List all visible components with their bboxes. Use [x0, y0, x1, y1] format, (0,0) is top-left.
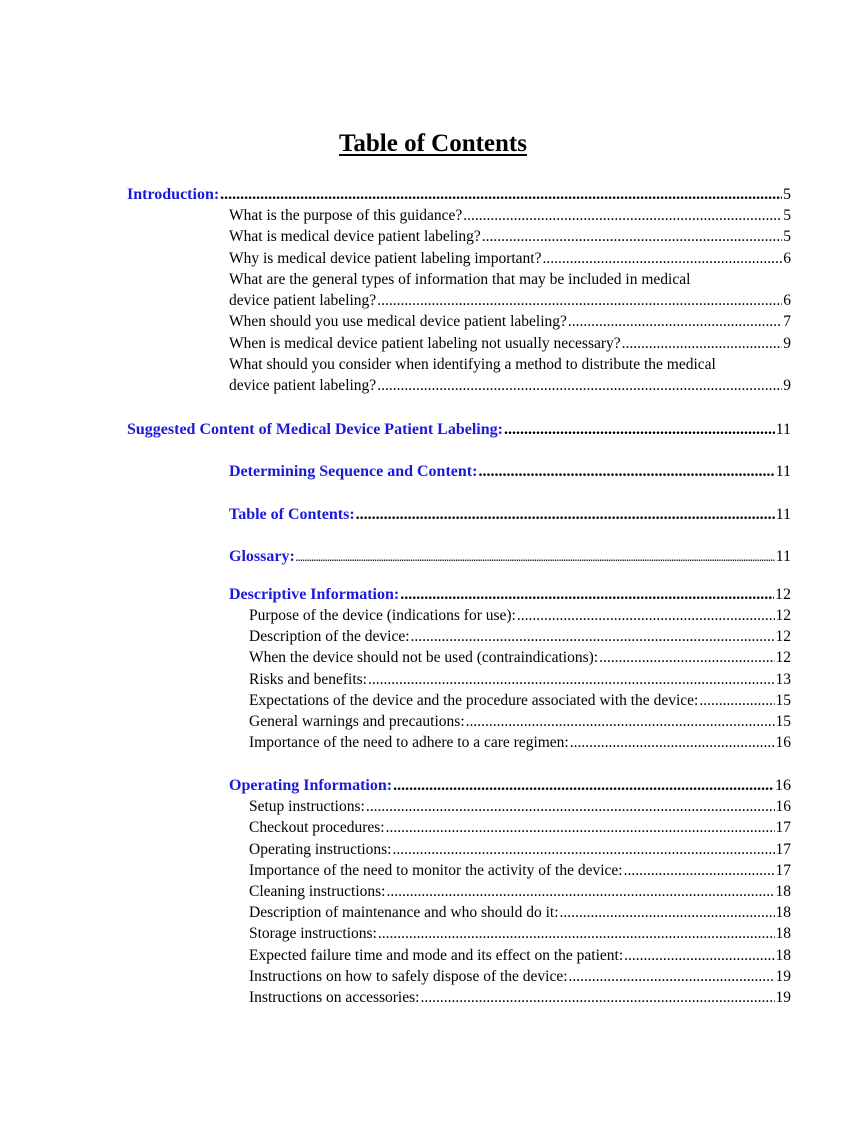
toc-page-number: 16 — [775, 798, 791, 815]
toc-entry[interactable] — [229, 311, 791, 333]
toc-label: When should you use medical device patient labeling? — [229, 313, 567, 330]
dot-leader — [377, 290, 782, 312]
toc-page-number: 13 — [775, 671, 791, 688]
toc-label: Description of maintenance and who should do it: — [249, 904, 559, 921]
toc-page-number: 12 — [775, 607, 791, 624]
toc-page-number: 11 — [775, 506, 791, 523]
toc-entry[interactable] — [249, 923, 791, 945]
toc-label: Table of Contents: — [229, 506, 355, 523]
toc-label: Suggested Content of Medical Device Patient Labeling: — [127, 421, 503, 438]
toc-entry-descriptive-information[interactable] — [229, 584, 791, 606]
dot-leader — [517, 605, 775, 627]
toc-entry[interactable] — [249, 945, 791, 967]
toc-label: Setup instructions: — [249, 798, 365, 815]
dot-leader — [699, 690, 774, 712]
toc-entry-glossary[interactable] — [229, 546, 791, 568]
toc-page-number: 15 — [775, 692, 791, 709]
toc-label: Storage instructions: — [249, 925, 377, 942]
dot-leader — [411, 626, 775, 648]
toc-entry[interactable] — [229, 205, 791, 227]
dot-leader — [624, 860, 775, 882]
toc-entry[interactable] — [249, 647, 791, 669]
toc-page-number: 18 — [775, 904, 791, 921]
toc-entry-operating-information[interactable] — [229, 775, 791, 797]
dot-leader — [393, 775, 774, 797]
toc-page-number: 18 — [775, 947, 791, 964]
toc-entry[interactable] — [249, 966, 791, 988]
dot-leader — [400, 584, 774, 606]
dot-leader — [420, 987, 774, 1009]
toc-entry[interactable] — [249, 690, 791, 712]
dot-leader — [378, 923, 775, 945]
toc-entry[interactable] — [229, 375, 791, 397]
toc-label: Importance of the need to monitor the activity of the device: — [249, 862, 623, 879]
toc-label: General warnings and precautions: — [249, 713, 465, 730]
toc-entry[interactable] — [229, 333, 791, 355]
toc-label: Introduction: — [127, 186, 220, 203]
toc-page-number: 12 — [775, 628, 791, 645]
toc-label: Determining Sequence and Content: — [229, 463, 478, 480]
toc-label: Operating Information: — [229, 777, 393, 794]
toc-page-number: 9 — [783, 377, 791, 394]
toc-page-number: 17 — [775, 819, 791, 836]
toc-page-number: 5 — [783, 207, 791, 224]
toc-label: Glossary: — [229, 548, 295, 565]
dot-leader — [368, 669, 775, 691]
toc-page-number: 5 — [783, 186, 791, 203]
toc-entry-line1: What should you consider when identifying a method to distribute the medical — [229, 356, 716, 373]
dot-leader — [386, 817, 775, 839]
toc-page-number: 11 — [775, 463, 791, 480]
toc-page-number: 17 — [775, 862, 791, 879]
toc-page-number: 19 — [775, 968, 791, 985]
toc-entry[interactable] — [249, 987, 791, 1009]
dot-leader — [296, 547, 775, 569]
toc-label: Operating instructions: — [249, 841, 392, 858]
dot-leader — [570, 732, 775, 754]
toc-page-number: 6 — [783, 292, 791, 309]
toc-entry[interactable] — [249, 711, 791, 733]
toc-entry[interactable] — [249, 796, 791, 818]
toc-entry[interactable] — [249, 605, 791, 627]
toc-label: Why is medical device patient labeling important? — [229, 250, 542, 267]
dot-leader — [393, 839, 775, 861]
toc-label: Instructions on accessories: — [249, 989, 420, 1006]
dot-leader — [366, 796, 775, 818]
dot-leader — [463, 205, 782, 227]
dot-leader — [504, 419, 775, 441]
toc-label: Cleaning instructions: — [249, 883, 386, 900]
toc-entry[interactable] — [249, 669, 791, 691]
toc-entry[interactable] — [249, 860, 791, 882]
dot-leader — [622, 333, 783, 355]
toc-page-number: 11 — [775, 421, 791, 438]
dot-leader — [482, 226, 782, 248]
toc-page-number: 6 — [783, 250, 791, 267]
toc-page-number: 5 — [783, 228, 791, 245]
toc-entry[interactable] — [249, 817, 791, 839]
dot-leader — [377, 375, 782, 397]
toc-entry[interactable] — [249, 881, 791, 903]
toc-page-number: 17 — [775, 841, 791, 858]
toc-label: Risks and benefits: — [249, 671, 367, 688]
toc-label: When is medical device patient labeling not usually necessary? — [229, 335, 621, 352]
toc-page-number: 11 — [775, 548, 791, 565]
toc-entry[interactable] — [229, 290, 791, 312]
toc-entry-introduction[interactable] — [127, 184, 791, 206]
toc-page-number: 16 — [775, 734, 791, 751]
toc-page-number: 18 — [775, 883, 791, 900]
dot-leader — [542, 248, 782, 270]
toc-entry-table-of-contents[interactable] — [229, 504, 791, 526]
toc-label: Expectations of the device and the procedure associated with the device: — [249, 692, 699, 709]
toc-entry[interactable] — [249, 626, 791, 648]
toc-label: What is medical device patient labeling? — [229, 228, 481, 245]
toc-page-number: 16 — [775, 777, 791, 794]
toc-entry[interactable] — [249, 839, 791, 861]
dot-leader — [624, 945, 774, 967]
toc-label: device patient labeling? — [229, 292, 377, 309]
toc-label: Expected failure time and mode and its effect on the patient: — [249, 947, 624, 964]
toc-page-number: 15 — [775, 713, 791, 730]
page-title-text: Table of Contents — [339, 130, 527, 157]
dot-leader — [220, 184, 782, 206]
toc-entry[interactable] — [229, 226, 791, 248]
toc-label: Checkout procedures: — [249, 819, 385, 836]
toc-label: When the device should not be used (contraindications): — [249, 649, 599, 666]
toc-entry[interactable] — [249, 732, 791, 754]
toc-page-number: 19 — [775, 989, 791, 1006]
toc-entry[interactable] — [229, 248, 791, 270]
dot-leader — [466, 711, 775, 733]
dot-leader — [569, 966, 775, 988]
dot-leader — [568, 311, 782, 333]
toc-label: Instructions on how to safely dispose of the device: — [249, 968, 568, 985]
dot-leader — [599, 647, 774, 669]
toc-entry-suggested-content[interactable] — [127, 419, 791, 441]
toc-page-number: 12 — [775, 586, 791, 603]
toc-page-number: 9 — [783, 335, 791, 352]
toc-page-number: 12 — [775, 649, 791, 666]
toc-entry[interactable] — [249, 902, 791, 924]
page-title — [0, 129, 866, 159]
toc-page-number: 7 — [783, 313, 791, 330]
toc-label: Importance of the need to adhere to a care regimen: — [249, 734, 569, 751]
toc-label: Descriptive Information: — [229, 586, 400, 603]
dot-leader — [356, 504, 775, 526]
dot-leader — [560, 902, 775, 924]
toc-label: Purpose of the device (indications for use): — [249, 607, 516, 624]
toc-label: What is the purpose of this guidance? — [229, 207, 463, 224]
toc-label: device patient labeling? — [229, 377, 377, 394]
toc-entry-sequence[interactable] — [229, 461, 791, 483]
toc-entry-line1: What are the general types of information that may be included in medical — [229, 271, 691, 288]
toc-page-number: 18 — [775, 925, 791, 942]
dot-leader — [386, 881, 774, 903]
toc-label: Description of the device: — [249, 628, 410, 645]
dot-leader — [478, 461, 774, 483]
